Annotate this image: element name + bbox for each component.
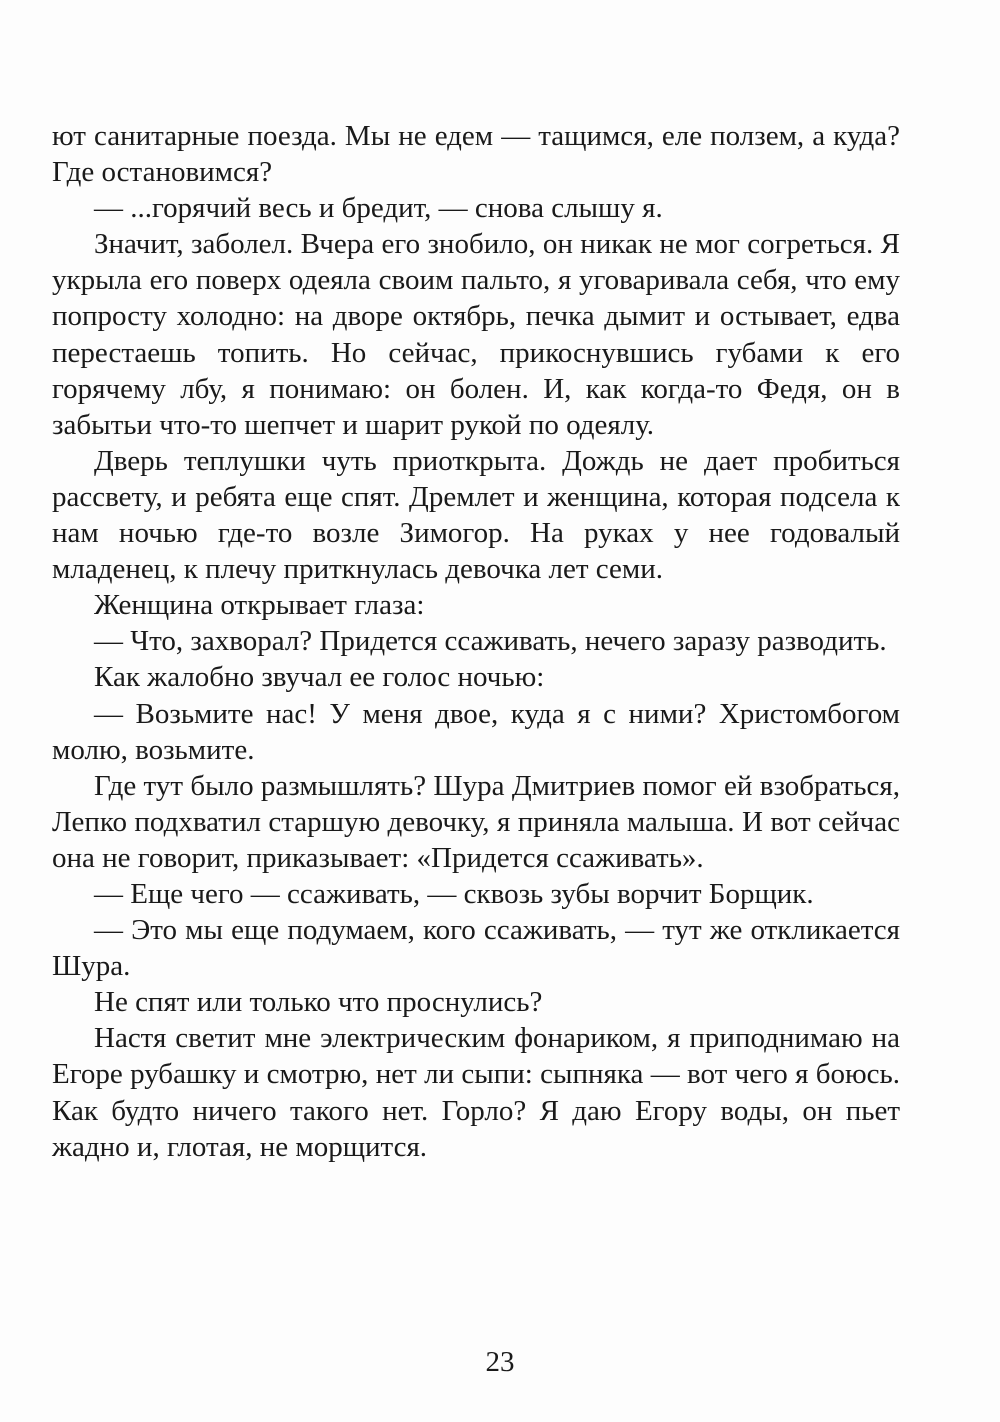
paragraph: — Еще чего — ссаживать, — сквозь зубы ворчит Борщик. [94,877,814,910]
paragraph: — ...горячий весь и бредит, — снова слышу я. [94,192,663,225]
paragraph: Где тут было размышлять? Шура Дмитриев помог ей взобраться, Лепко подхватил старшую девочку, я приняла малыша. И вот сейчас она не говорит, приказывает: «Придется ссаживать». [52,769,900,874]
paragraph: ют санитарные поезда. Мы не едем — тащимся, еле ползем, а куда? Где остановимся? [52,120,900,189]
body-text [52,118,900,1165]
page-number: 23 [485,1346,515,1378]
paragraph: Значит, заболел. Вчера его знобило, он никак не мог согреться. Я укрыла его поверх одеяла своим пальто, я уговаривала себя, что ему попросту холодно: на дворе октябрь, печка дымит и остывает, едва перестаешь топить. Но сейчас, прикоснувшись губами к его горячему лбу, я понимаю: он болен. И, как когда-то Федя, он в забытьи что-то шепчет и шарит рукой по одеялу. [52,228,900,441]
paragraph: Женщина открывает глаза: [94,589,425,622]
paragraph: Как жалобно звучал ее голос ночью: [94,661,545,694]
paragraph: Настя светит мне электрическим фонариком, я приподнимаю на Егоре рубашку и смотрю, нет ли сыпи: сыпняка — вот чего я боюсь. Как будто ничего такого нет. Горло? Я даю Егору воды, он пьет жадно и, глотая, не морщится. [52,1022,900,1163]
paragraph: Не спят или только что проснулись? [94,986,543,1019]
paragraph: — Что, захворал? Придется ссаживать, нечего заразу разводить. [94,625,887,658]
paragraph: — Возьмите нас! У меня двое, куда я с ними? Христомбогом молю, возьмите. [52,697,900,766]
paragraph: Дверь теплушки чуть приоткрыта. Дождь не дает пробиться рассвету, и ребята еще спят. Дремлет и женщина, которая подсела к нам ночью где-то возле Зимогор. На руках у нее годовалый младенец, к плечу приткнулась девочка лет семи. [52,444,900,586]
paragraph: — Это мы еще подумаем, кого ссаживать, — тут же откликается Шура. [52,914,900,983]
